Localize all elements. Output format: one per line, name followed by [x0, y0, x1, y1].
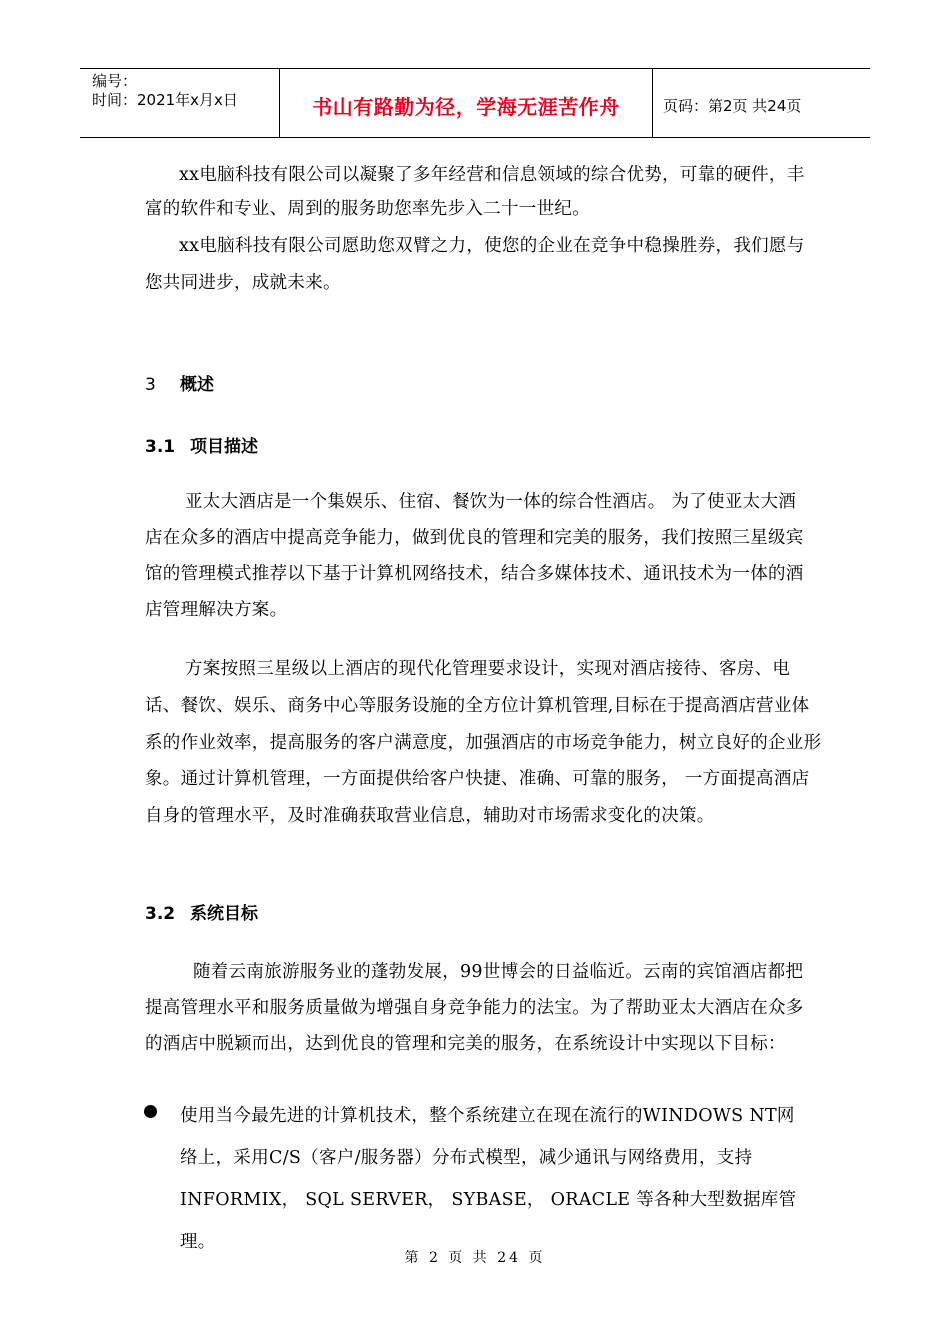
- section-title: 概述: [180, 375, 214, 395]
- section-heading-3-1: [145, 432, 258, 457]
- header-motto: 书山有路勤为径，学海无涯苦作舟: [280, 69, 653, 137]
- header-page-info: 页码：第2页 共24页: [663, 96, 802, 115]
- section-title: 项目描述: [190, 437, 258, 457]
- doc-date: 时间：2021年x月x日: [92, 91, 238, 109]
- header-meta: [80, 69, 280, 137]
- page-footer: 第 2 页 共 24 页: [404, 1250, 546, 1266]
- intro-paragraph-1: xx电脑科技有限公司以凝聚了多年经营和信息领域的综合优势，可靠的硬件，丰富的软件和专业、周到的服务助您率先步入二十一世纪。: [145, 165, 805, 219]
- intro-paragraph-2: xx电脑科技有限公司愿助您双臂之力，使您的企业在竞争中稳操胜券，我们愿与您共同进步，成就未来。: [145, 236, 805, 293]
- system-goals-paragraph: 随着云南旅游服务业的蓬勃发展，99世博会的日益临近。云南的宾馆酒店都把提高管理水平和服务质量做为增强自身竞争能力的法宝。为了帮助亚太大酒店在众多的酒店中脱颖而出，达到优良的管理和完美的服务，在系统设计中实现以下目标：: [145, 962, 804, 1054]
- section-number: 3.2: [145, 904, 176, 924]
- project-description-paragraph-1: 亚太大酒店是一个集娱乐、住宿、餐饮为一体的综合性酒店。 为了使亚太大酒店在众多的酒店中提高竞争能力，做到优良的管理和完美的服务，我们按照三星级宾馆的管理模式推荐以下基于计算机网络技术，结合多媒体技术、通讯技术为一体的酒店管理解决方案。: [145, 492, 804, 620]
- bullet-icon: [144, 1105, 157, 1118]
- doc-number-label: 编号：: [92, 72, 138, 90]
- section-heading-3-2: [145, 899, 258, 924]
- page-header: [80, 68, 870, 138]
- section-number: 3.1: [145, 437, 176, 457]
- project-description-paragraph-2: 方案按照三星级以上酒店的现代化管理要求设计，实现对酒店接待、客房、电话、餐饮、娱乐、商务中心等服务设施的全方位计算机管理,目标在于提高酒店营业体系的作业效率，提高服务的客户满意度，加强酒店的市场竞争能力，树立良好的企业形象。通过计算机管理，一方面提供给客户快捷、准确、可靠的服务， 一方面提高酒店自身的管理水平，及时准确获取营业信息，辅助对市场需求变化的决策。: [145, 659, 822, 827]
- goal-bullet-item: 使用当今最先进的计算机技术，整个系统建立在现在流行的WINDOWS NT网络上，采用C/S（客户/服务器）分布式模型，减少通讯与网络费用，支持INFORMIX， SQL SERVER， SYBASE， ORACLE 等各种大型数据库管理。: [180, 1106, 797, 1252]
- section-number: 3: [145, 375, 156, 395]
- section-heading-3: [145, 370, 214, 395]
- section-title: 系统目标: [190, 904, 258, 924]
